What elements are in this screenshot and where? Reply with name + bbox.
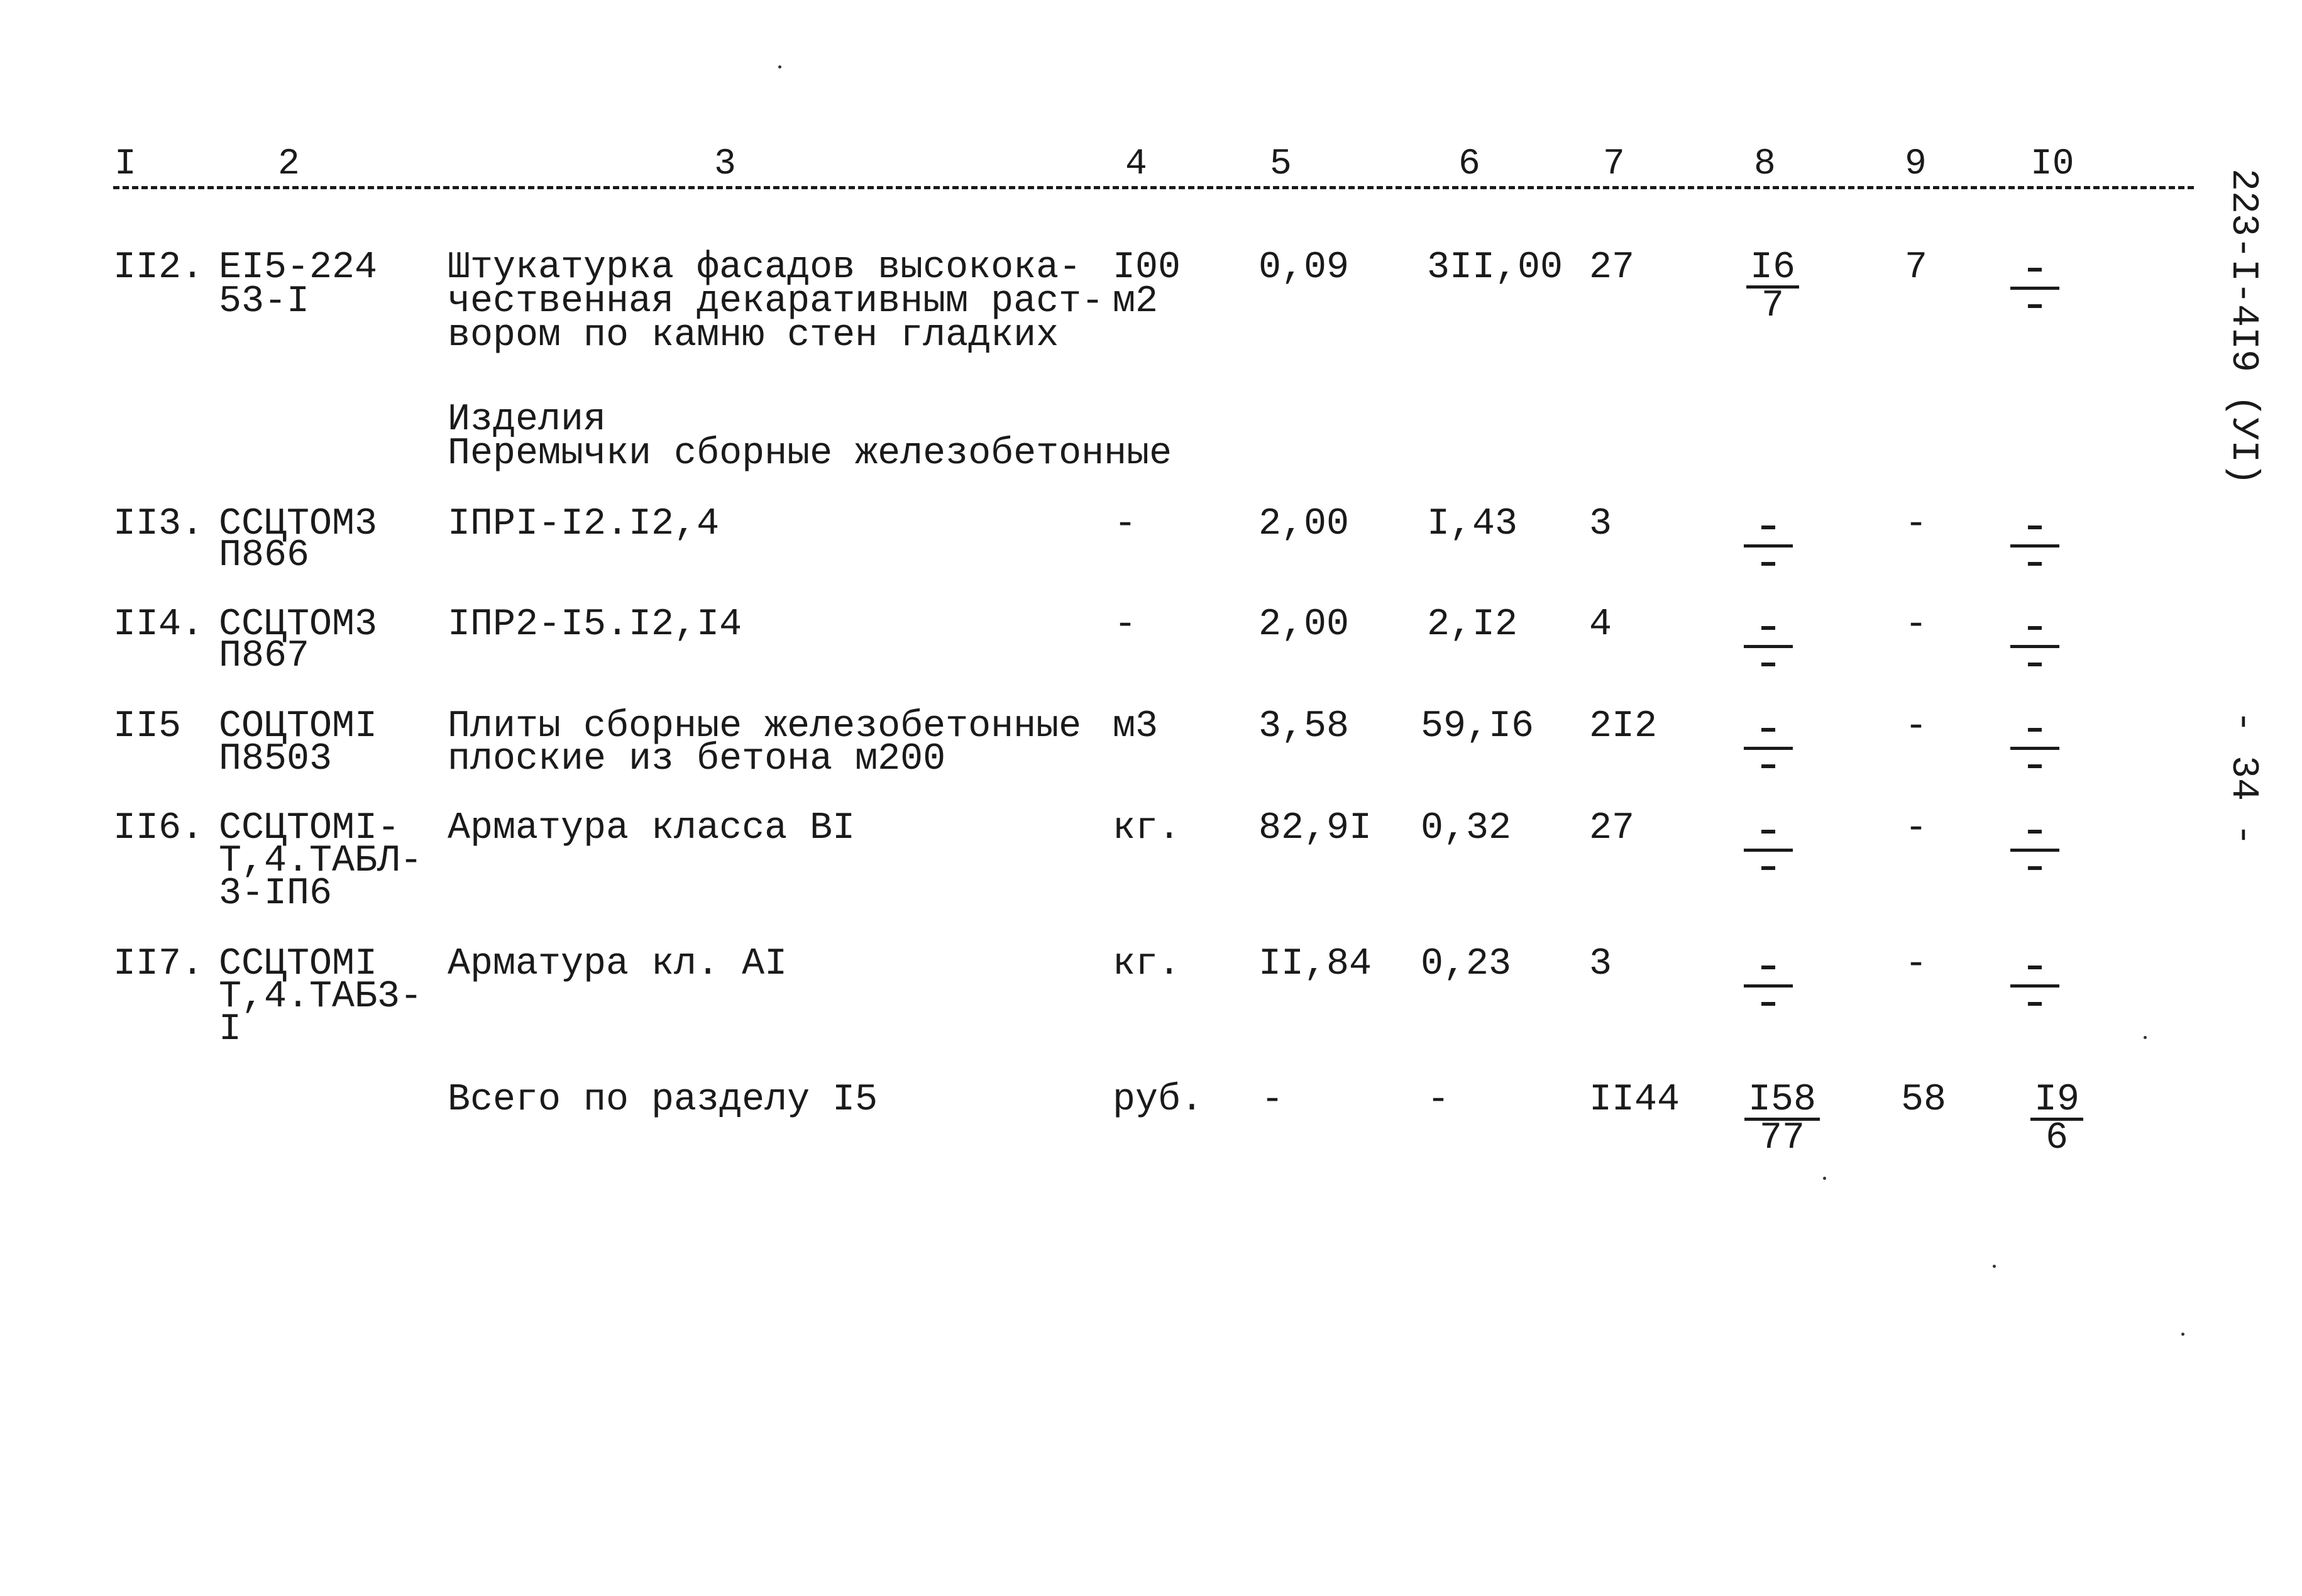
col-header-5: 5 (1270, 144, 1292, 185)
col-header-4: 4 (1125, 144, 1147, 185)
totals-quantity: - (1261, 1079, 1284, 1121)
col-header-2: 2 (278, 144, 300, 185)
row-total: 4 (1589, 603, 1612, 646)
row-code: ССЦТОМI- (219, 807, 400, 850)
section-title: Изделия (448, 399, 607, 441)
col-header-9: 9 (1905, 144, 1927, 185)
fraction-denominator: 6 (2045, 1117, 2068, 1160)
totals-label: Всего по разделу I5 (448, 1079, 878, 1121)
row-total: 3 (1589, 943, 1612, 986)
row-code: ССЦТОМ3 (219, 503, 378, 546)
ditto-mark (1743, 826, 1793, 876)
ditto-mark (1743, 962, 1793, 1012)
fraction-numerator: I58 (1744, 1082, 1820, 1121)
col-header-1: I (114, 144, 136, 185)
totals-price: - (1427, 1079, 1450, 1121)
row-description: чественная декаративным раст- (448, 280, 1104, 323)
row-col9: - (1905, 503, 1928, 546)
col-header-3: 3 (714, 144, 736, 185)
row-description: Арматура класса ВI (448, 807, 856, 850)
row-number: II2. (113, 246, 204, 289)
scan-speck (778, 65, 781, 69)
ditto-mark (2009, 622, 2059, 673)
row-code: Т,4.ТАБ3- (219, 976, 423, 1018)
fraction-numerator: I6 (1746, 250, 1799, 289)
totals-total: II44 (1589, 1079, 1680, 1121)
row-number: II5 (113, 705, 182, 748)
col-header-7: 7 (1603, 144, 1625, 185)
fraction-denominator: 77 (1759, 1117, 1805, 1160)
row-price: I,43 (1427, 503, 1518, 546)
row-number: II4. (113, 603, 204, 646)
row-code: 3-IП6 (219, 872, 333, 915)
ditto-mark (2009, 826, 2059, 876)
scan-speck (1993, 1265, 1996, 1268)
row-description: IПРI-I2.I2,4 (448, 503, 720, 546)
ditto-mark (2009, 724, 2059, 774)
totals-col9: 58 (1901, 1079, 1947, 1121)
row-quantity: 2,00 (1258, 603, 1350, 646)
row-total: 27 (1589, 246, 1635, 289)
row-col9: 7 (1905, 246, 1928, 289)
row-unit: кг. (1113, 943, 1181, 986)
row-code: ССЦТОМ3 (219, 603, 378, 646)
ditto-mark (1743, 724, 1793, 774)
row-quantity: 0,09 (1258, 246, 1350, 289)
totals-col8-fraction (1741, 1079, 1823, 1160)
ditto-mark (1743, 622, 1793, 673)
ditto-mark (2009, 264, 2059, 314)
row-description: Арматура кл. АI (448, 943, 788, 986)
row-quantity: 82,9I (1258, 807, 1372, 850)
row-code: ЕI5-224 (219, 246, 378, 289)
row-description: Штукатурка фасадов высокока- (448, 246, 1082, 289)
doc-code: 223-I-4I9 (УI) (2222, 168, 2264, 486)
fraction-denominator: 7 (1761, 285, 1784, 327)
row-price: 3II,00 (1427, 246, 1563, 289)
row-price: 59,I6 (1421, 705, 1534, 748)
row-total: 27 (1589, 807, 1635, 850)
row-price: 0,23 (1421, 943, 1512, 986)
row-number: II7. (113, 943, 204, 986)
row-col9: - (1905, 943, 1928, 986)
col-header-10: I0 (2030, 144, 2074, 185)
row-number: II3. (113, 503, 204, 546)
row-unit: - (1114, 603, 1137, 646)
scan-speck (1823, 1177, 1826, 1180)
row-unit: м2 (1113, 280, 1159, 323)
page-number: - 34 - (2222, 710, 2264, 847)
col-header-8: 8 (1754, 144, 1776, 185)
totals-unit: руб. (1113, 1079, 1204, 1121)
row-col9: - (1905, 705, 1928, 748)
row-col8-fraction (1741, 246, 1804, 327)
row-price: 0,32 (1421, 807, 1512, 850)
row-description: плоские из бетона м200 (448, 738, 946, 781)
row-quantity: II,84 (1258, 943, 1372, 986)
row-code: П8503 (219, 738, 333, 781)
fraction-numerator: I9 (2030, 1082, 2083, 1121)
scan-speck (2181, 1333, 2184, 1336)
row-unit: - (1114, 503, 1137, 546)
row-description: вором по камню стен гладких (448, 314, 1059, 357)
row-code: Т,4.ТАБЛ- (219, 840, 423, 883)
row-total: 3 (1589, 503, 1612, 546)
row-total: 2I2 (1589, 705, 1658, 748)
row-code: СОЦТОМI (219, 705, 378, 748)
ditto-mark (2009, 962, 2059, 1012)
row-price: 2,I2 (1427, 603, 1518, 646)
row-unit: м3 (1113, 705, 1159, 748)
row-unit: I00 (1113, 246, 1181, 289)
row-col9: - (1905, 603, 1928, 646)
scan-speck (2144, 1036, 2147, 1039)
row-quantity: 2,00 (1258, 503, 1350, 546)
header-rule (113, 186, 2194, 189)
ditto-mark (2009, 522, 2059, 572)
row-description: Плиты сборные железобетонные (448, 705, 1082, 748)
col-header-6: 6 (1458, 144, 1480, 185)
totals-col10-fraction (2025, 1079, 2088, 1160)
row-code: П866 (219, 534, 310, 577)
row-code: П867 (219, 635, 310, 678)
row-quantity: 3,58 (1258, 705, 1350, 748)
row-number: II6. (113, 807, 204, 850)
ditto-mark (1743, 522, 1793, 572)
row-code: 53-I (219, 280, 310, 323)
row-unit: кг. (1113, 807, 1181, 850)
row-col9: - (1905, 807, 1928, 850)
row-code: ССЦТОМI (219, 943, 378, 986)
section-subtitle: Перемычки сборные железобетонные (448, 432, 1172, 475)
row-code: I (219, 1008, 242, 1051)
row-description: IПР2-I5.I2,I4 (448, 603, 742, 646)
